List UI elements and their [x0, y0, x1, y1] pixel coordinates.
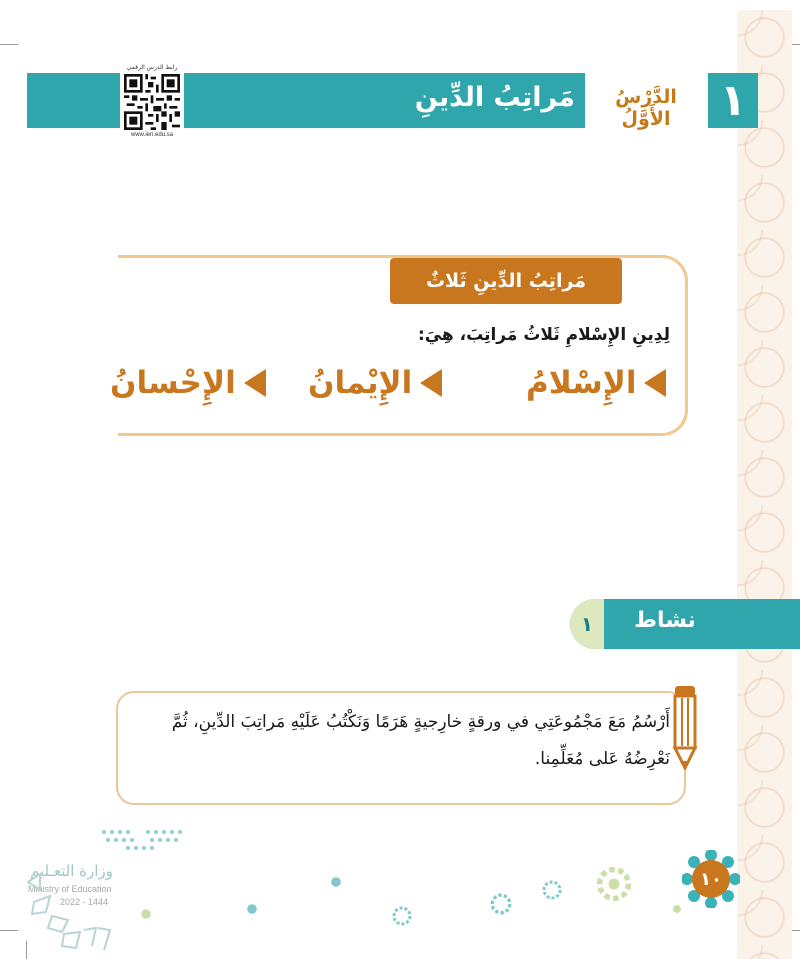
ministry-logo-shapes-icon	[24, 868, 114, 952]
rank-label: الإِسْلامُ	[526, 365, 637, 401]
rosette-icon	[140, 908, 152, 920]
activity-task-text	[140, 704, 670, 778]
ministry-logo-dots-icon	[98, 826, 188, 856]
rosette-icon	[672, 904, 682, 914]
ranks-intro: لِدِينِ الإِسْلامِ ثَلاثُ مَراتِبَ، هِيَ:	[417, 325, 670, 345]
ministry-name-en: Ministry of Education	[28, 884, 112, 894]
rank-label: الإِحْسانُ	[110, 365, 236, 401]
arrow-left-icon	[420, 369, 442, 397]
rosette-icon	[542, 880, 562, 900]
lesson-label: الدَّرْسُ الأَوَّلُ	[615, 86, 677, 130]
rosette-icon	[330, 876, 342, 888]
crop-mark	[0, 930, 18, 931]
rank-ihsan	[110, 358, 266, 408]
side-ornament-strip	[737, 10, 792, 959]
qr-url[interactable]: www.ien.edu.sa	[130, 132, 174, 138]
qr-label: رابط الدرس الرقمي	[126, 64, 178, 71]
ministry-name-ar: وزارة التعـليم	[30, 862, 113, 880]
page-number: ١٠	[700, 868, 722, 890]
rosette-icon	[596, 866, 632, 902]
task-line: نَعْرِضُهُ عَلى مُعَلِّمِنا.	[534, 749, 670, 769]
task-line: أَرْسُمُ مَعَ مَجْمُوعَتِي في ورقةٍ خارِجيةٍ هَرَمًا وَنَكْتُبُ عَلَيْهِ مَراتِبَ الدِّينِ، ثُمَّ	[171, 712, 670, 732]
rank-label: الإِيْمانُ	[308, 365, 413, 401]
qr-block[interactable]	[120, 64, 184, 146]
lesson-title: مَراتِبُ الدِّينِ	[414, 82, 575, 113]
ministry-year: 2022 - 1444	[60, 897, 109, 907]
crop-mark	[0, 44, 18, 45]
rosette-icon	[490, 893, 512, 915]
rosette-icon	[392, 906, 412, 926]
arrow-left-icon	[244, 369, 266, 397]
activity-label: نشاط	[634, 608, 696, 633]
lesson-number: ١	[708, 73, 758, 128]
ranks-frame-tag: مَراتِبُ الدِّينِ ثَلاثٌ	[390, 258, 622, 304]
rosette-icon	[246, 903, 258, 915]
pencil-icon	[671, 686, 699, 770]
rank-islam	[526, 358, 666, 408]
activity-number: ١	[570, 599, 604, 649]
arrow-left-icon	[644, 369, 666, 397]
rank-iman	[308, 358, 442, 408]
qr-code-icon	[124, 74, 180, 130]
